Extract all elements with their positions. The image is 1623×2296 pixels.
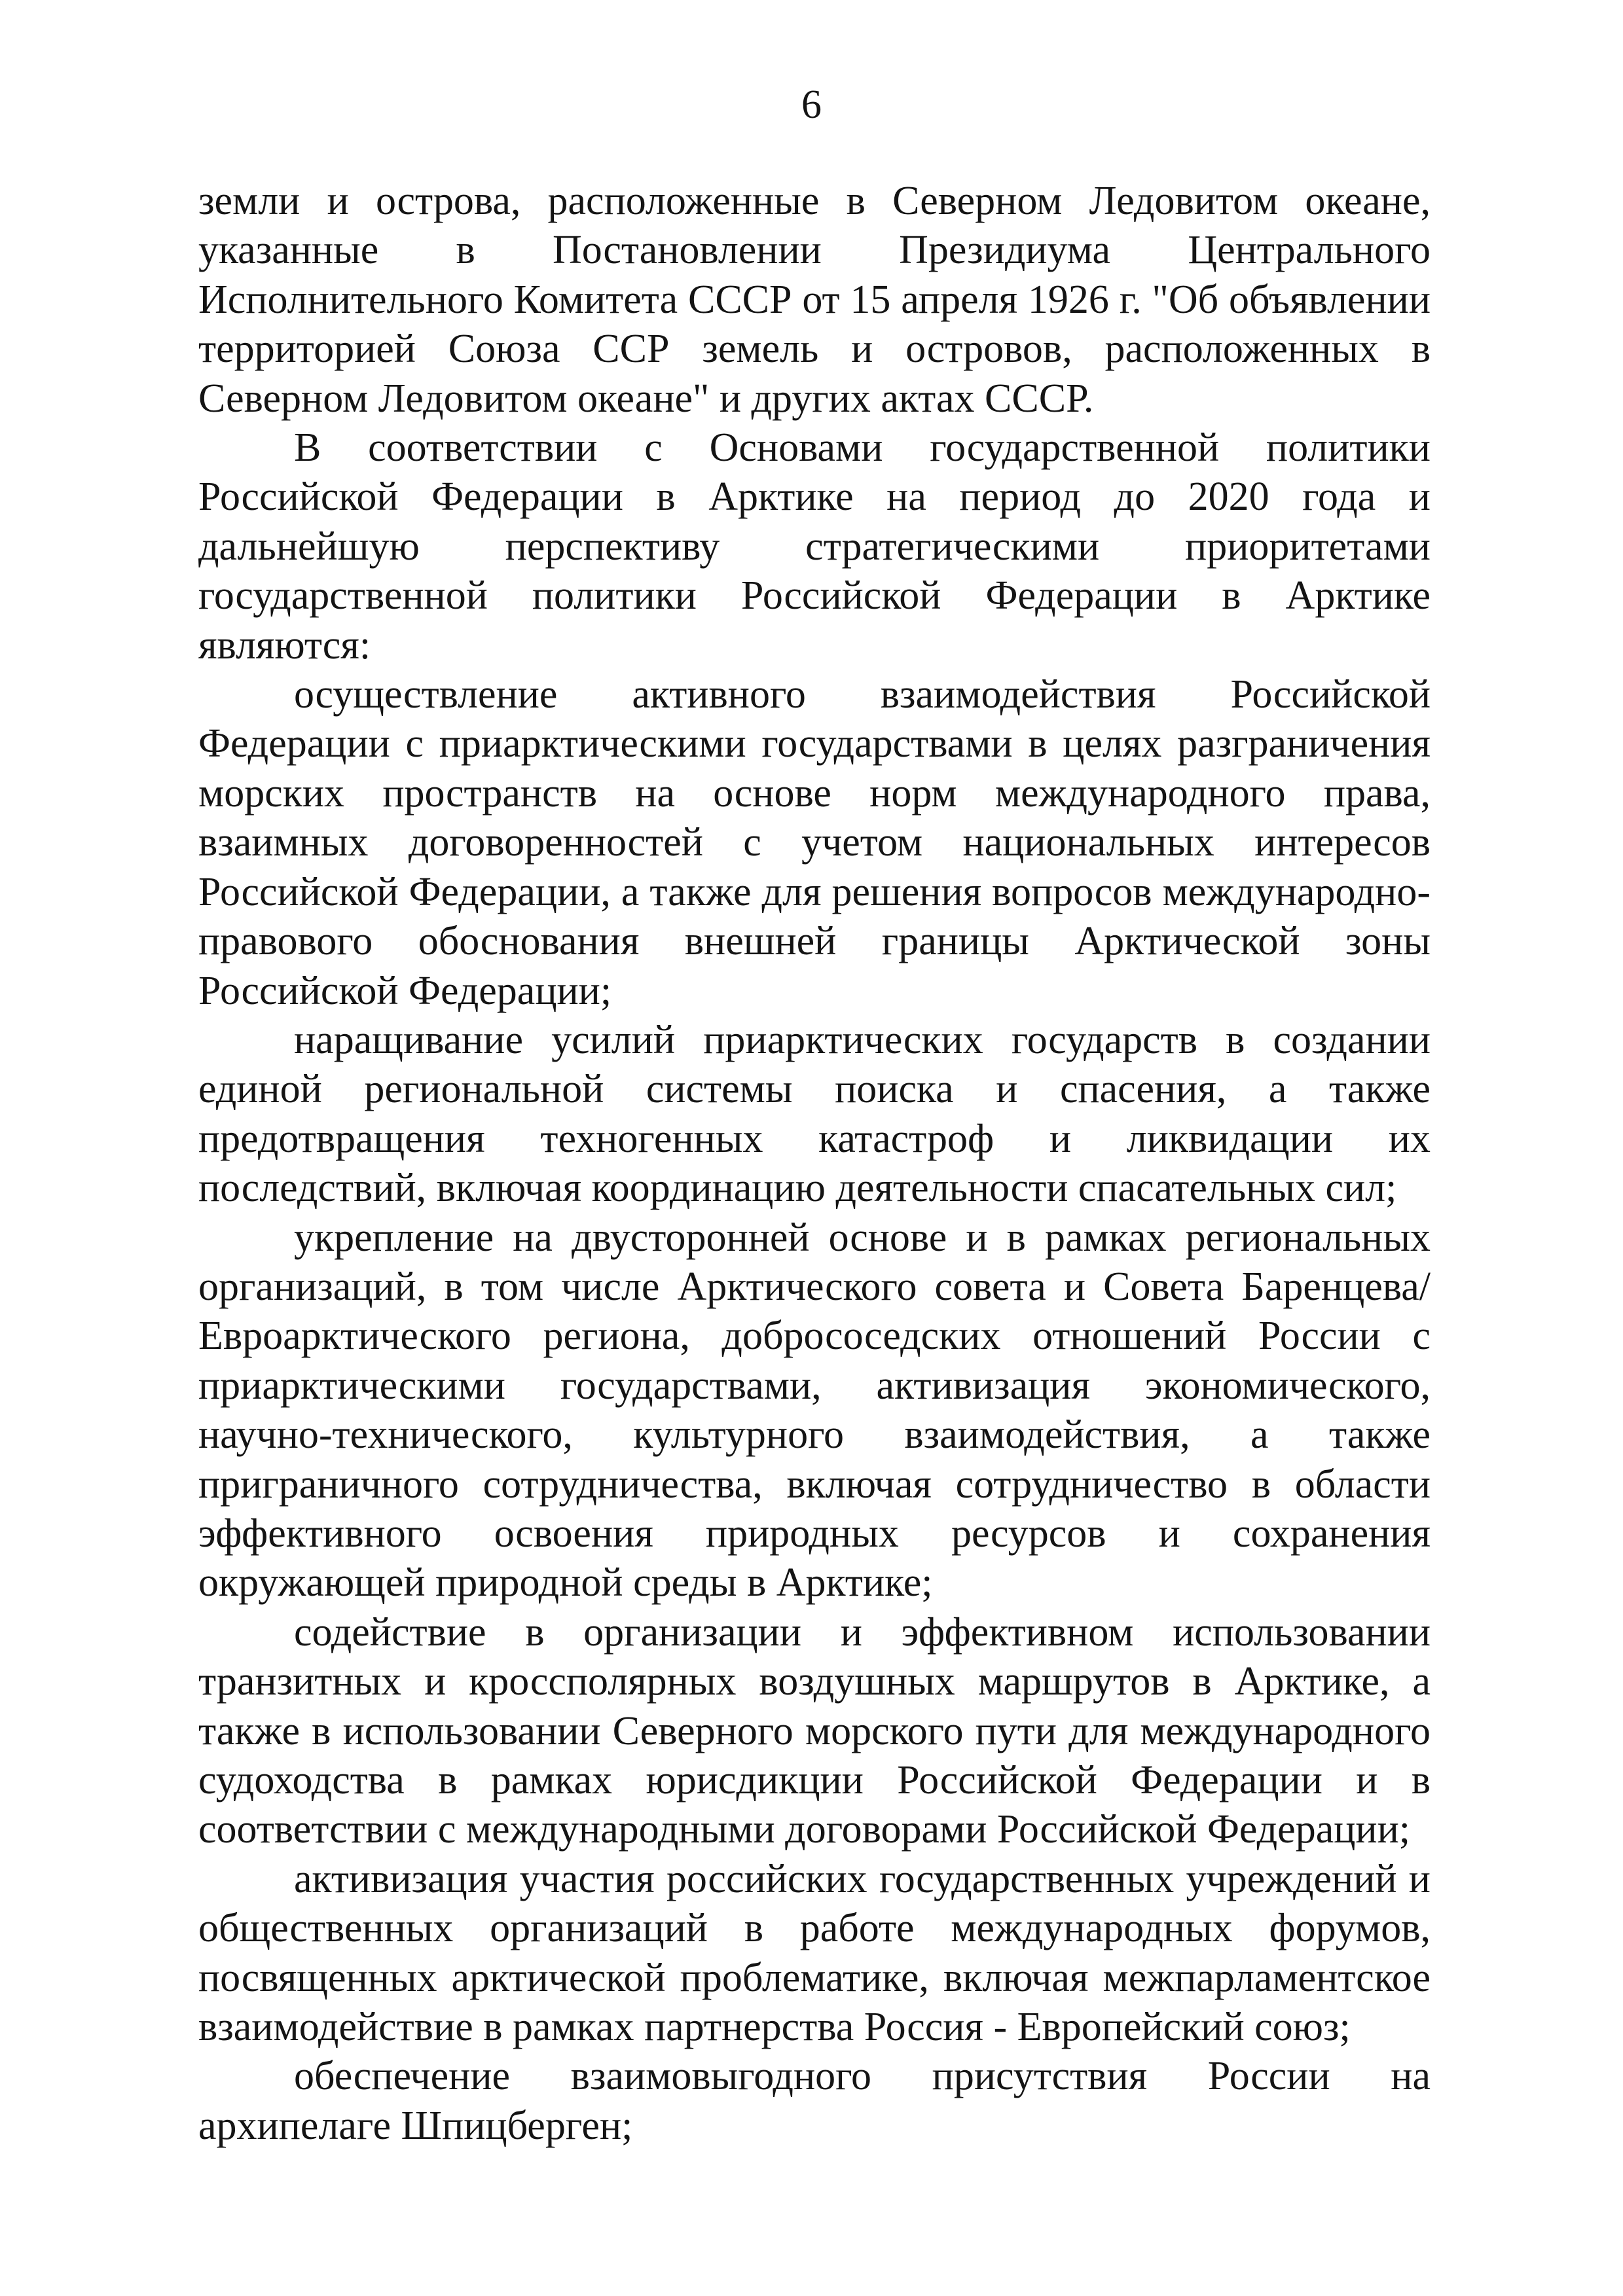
paragraph-priority-neighborly-relations: укрепление на двусторонней основе и в рамках региональных организаций, в том числе Арктического совета и Совета Баренцева/Евроарктического региона, добрососедских отношений России с приарктическими государствами, активизация экономического, научно-технического, культурного взаимодействия, а также приграничного сотрудничества, включая сотрудничество в области эффективного освоения природных ресурсов и сохранения окружающей природной среды в Арктике; — [198, 1215, 1431, 1605]
paragraph-priorities-intro: В соответствии с Основами государственной политики Российской Федерации в Арктике на период до 2020 года и дальнейшую перспективу стратегическими приоритетами государственной политики Российской Федерации в Арктике являются: — [198, 425, 1431, 668]
paragraph-continuation: земли и острова, расположенные в Северном Ледовитом океане, указанные в Постановлении Президиума Центрального Исполнительного Комитета СССР от 15 апреля 1926 г. "Об объявлении территорией Союза ССР земель и островов, расположенных в Северном Ледовитом океане" и других актах СССР. — [198, 179, 1431, 421]
page-number: 6 — [801, 82, 822, 127]
paragraph-priority-delimitation: осуществление активного взаимодействия Российской Федерации с приарктическими государствами в целях разграничения морских пространств на основе норм международного права, взаимных договоренностей с учетом национальных интересов Российской Федерации, а также для решения вопросов международно-правового обоснования внешней границы Арктической зоны Российской Федерации; — [198, 672, 1431, 1013]
paragraph-priority-search-rescue: наращивание усилий приарктических государств в создании единой региональной системы поиска и спасения, а также предотвращения техногенных катастроф и ликвидации их последствий, включая координацию деятельности спасательных сил; — [198, 1017, 1431, 1211]
document-body — [198, 177, 1431, 2151]
paragraph-priority-international-forums: активизация участия российских государственных учреждений и общественных организаций в работе международных форумов, посвященных арктической проблематике, включая межпарламентское взаимодействие в рамках партнерства Россия - Европейский союз; — [198, 1856, 1431, 2050]
paragraph-priority-spitsbergen: обеспечение взаимовыгодного присутствия России на архипелаге Шпицберген; — [198, 2054, 1431, 2148]
paragraph-priority-air-sea-routes: содействие в организации и эффективном использовании транзитных и кроссполярных воздушных маршрутов в Арктике, а также в использовании Северного морского пути для международного судоходства в рамках юрисдикции Российской Федерации и в соответствии с международными договорами Российской Федерации; — [198, 1609, 1431, 1852]
